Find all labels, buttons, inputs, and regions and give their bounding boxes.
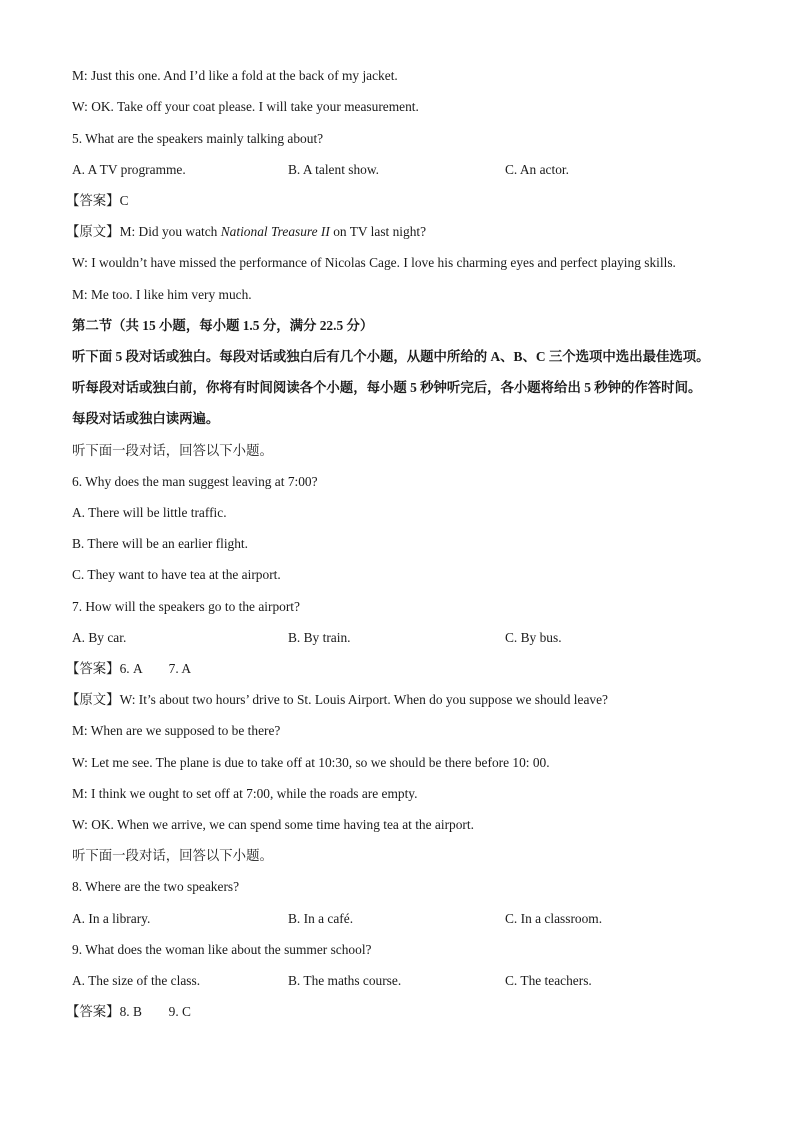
transcript-text: W: It’s about two hours’ drive to St. Louis Airport. When do you suppose we should leave? [119,692,608,707]
option-6c: C. They want to have tea at the airport. [72,567,281,582]
dialogue-line: M: Just this one. And I’d like a fold at the back of my jacket. [72,68,398,83]
option-5c: C. An actor. [505,162,569,177]
question-7: 7. How will the speakers go to the airport? [72,599,300,614]
transcript-5 [66,224,426,240]
dialogue-line: W: I wouldn’t have missed the performance of Nicolas Cage. I love his charming eyes and perfect playing skills. [72,255,676,270]
answer-tag: 【答案】 [66,1004,120,1019]
transcript-text: on TV last night? [329,224,427,239]
transcript-tag: 【原文】 [66,692,120,707]
option-8b: B. In a café. [288,911,354,926]
answer-8-9 [66,1004,191,1020]
answer-6-7 [66,661,191,677]
option-9a: A. The size of the class. [72,973,201,988]
option-7c: C. By bus. [505,630,562,645]
dialogue-line: M: Me too. I like him very much. [72,287,252,302]
listen-prompt: 听下面一段对话，回答以下小题。 [72,848,273,863]
dialogue-line: W: OK. When we arrive, we can spend some time having tea at the airport. [72,817,474,832]
answer-tag: 【答案】 [66,193,120,208]
answer-tag: 【答案】 [66,661,120,676]
title-italic: National Treasure II [220,224,330,239]
question-9: 9. What does the woman like about the summer school? [72,942,372,957]
option-8a: A. In a library. [72,911,151,926]
option-7b: B. By train. [288,630,351,645]
option-8c: C. In a classroom. [505,911,603,926]
answer-value: 6. A 7. A [119,661,191,676]
dialogue-line: M: I think we ought to set off at 7:00, while the roads are empty. [72,786,418,801]
option-9c: C. The teachers. [505,973,592,988]
option-6a: A. There will be little traffic. [72,505,227,520]
listen-prompt: 听下面一段对话，回答以下小题。 [72,443,273,458]
dialogue-line: M: When are we supposed to be there? [72,723,281,738]
option-7a: A. By car. [72,630,127,645]
answer-value: C [119,193,129,208]
question-6: 6. Why does the man suggest leaving at 7:00? [72,474,318,489]
option-5a: A. A TV programme. [72,162,186,177]
dialogue-line: W: OK. Take off your coat please. I will take your measurement. [72,99,419,114]
section-heading: 第二节（共 15 小题，每小题 1.5 分，满分 22.5 分） [72,318,374,333]
transcript-tag: 【原文】 [66,224,120,239]
answer-value: 8. B 9. C [119,1004,191,1019]
transcript-text: M: Did you watch [119,224,221,239]
question-8: 8. Where are the two speakers? [72,879,240,894]
option-9b: B. The maths course. [288,973,402,988]
instruction-line: 听每段对话或独白前，你将有时间阅读各个小题，每小题 5 秒钟听完后，各小题将给出 5 秒钟的作答时间。 [72,380,702,395]
dialogue-line: W: Let me see. The plane is due to take off at 10:30, so we should be there before 10: 00. [72,755,550,770]
question-5: 5. What are the speakers mainly talking about? [72,131,324,146]
instruction-line: 听下面 5 段对话或独白。每段对话或独白后有几个小题，从题中所给的 A、B、C 三个选项中选出最佳选项。 [72,349,710,364]
option-5b: B. A talent show. [288,162,380,177]
transcript-6-7 [66,692,608,708]
option-6b: B. There will be an earlier flight. [72,536,249,551]
answer-5 [66,193,129,209]
instruction-line: 每段对话或独白读两遍。 [72,411,220,426]
